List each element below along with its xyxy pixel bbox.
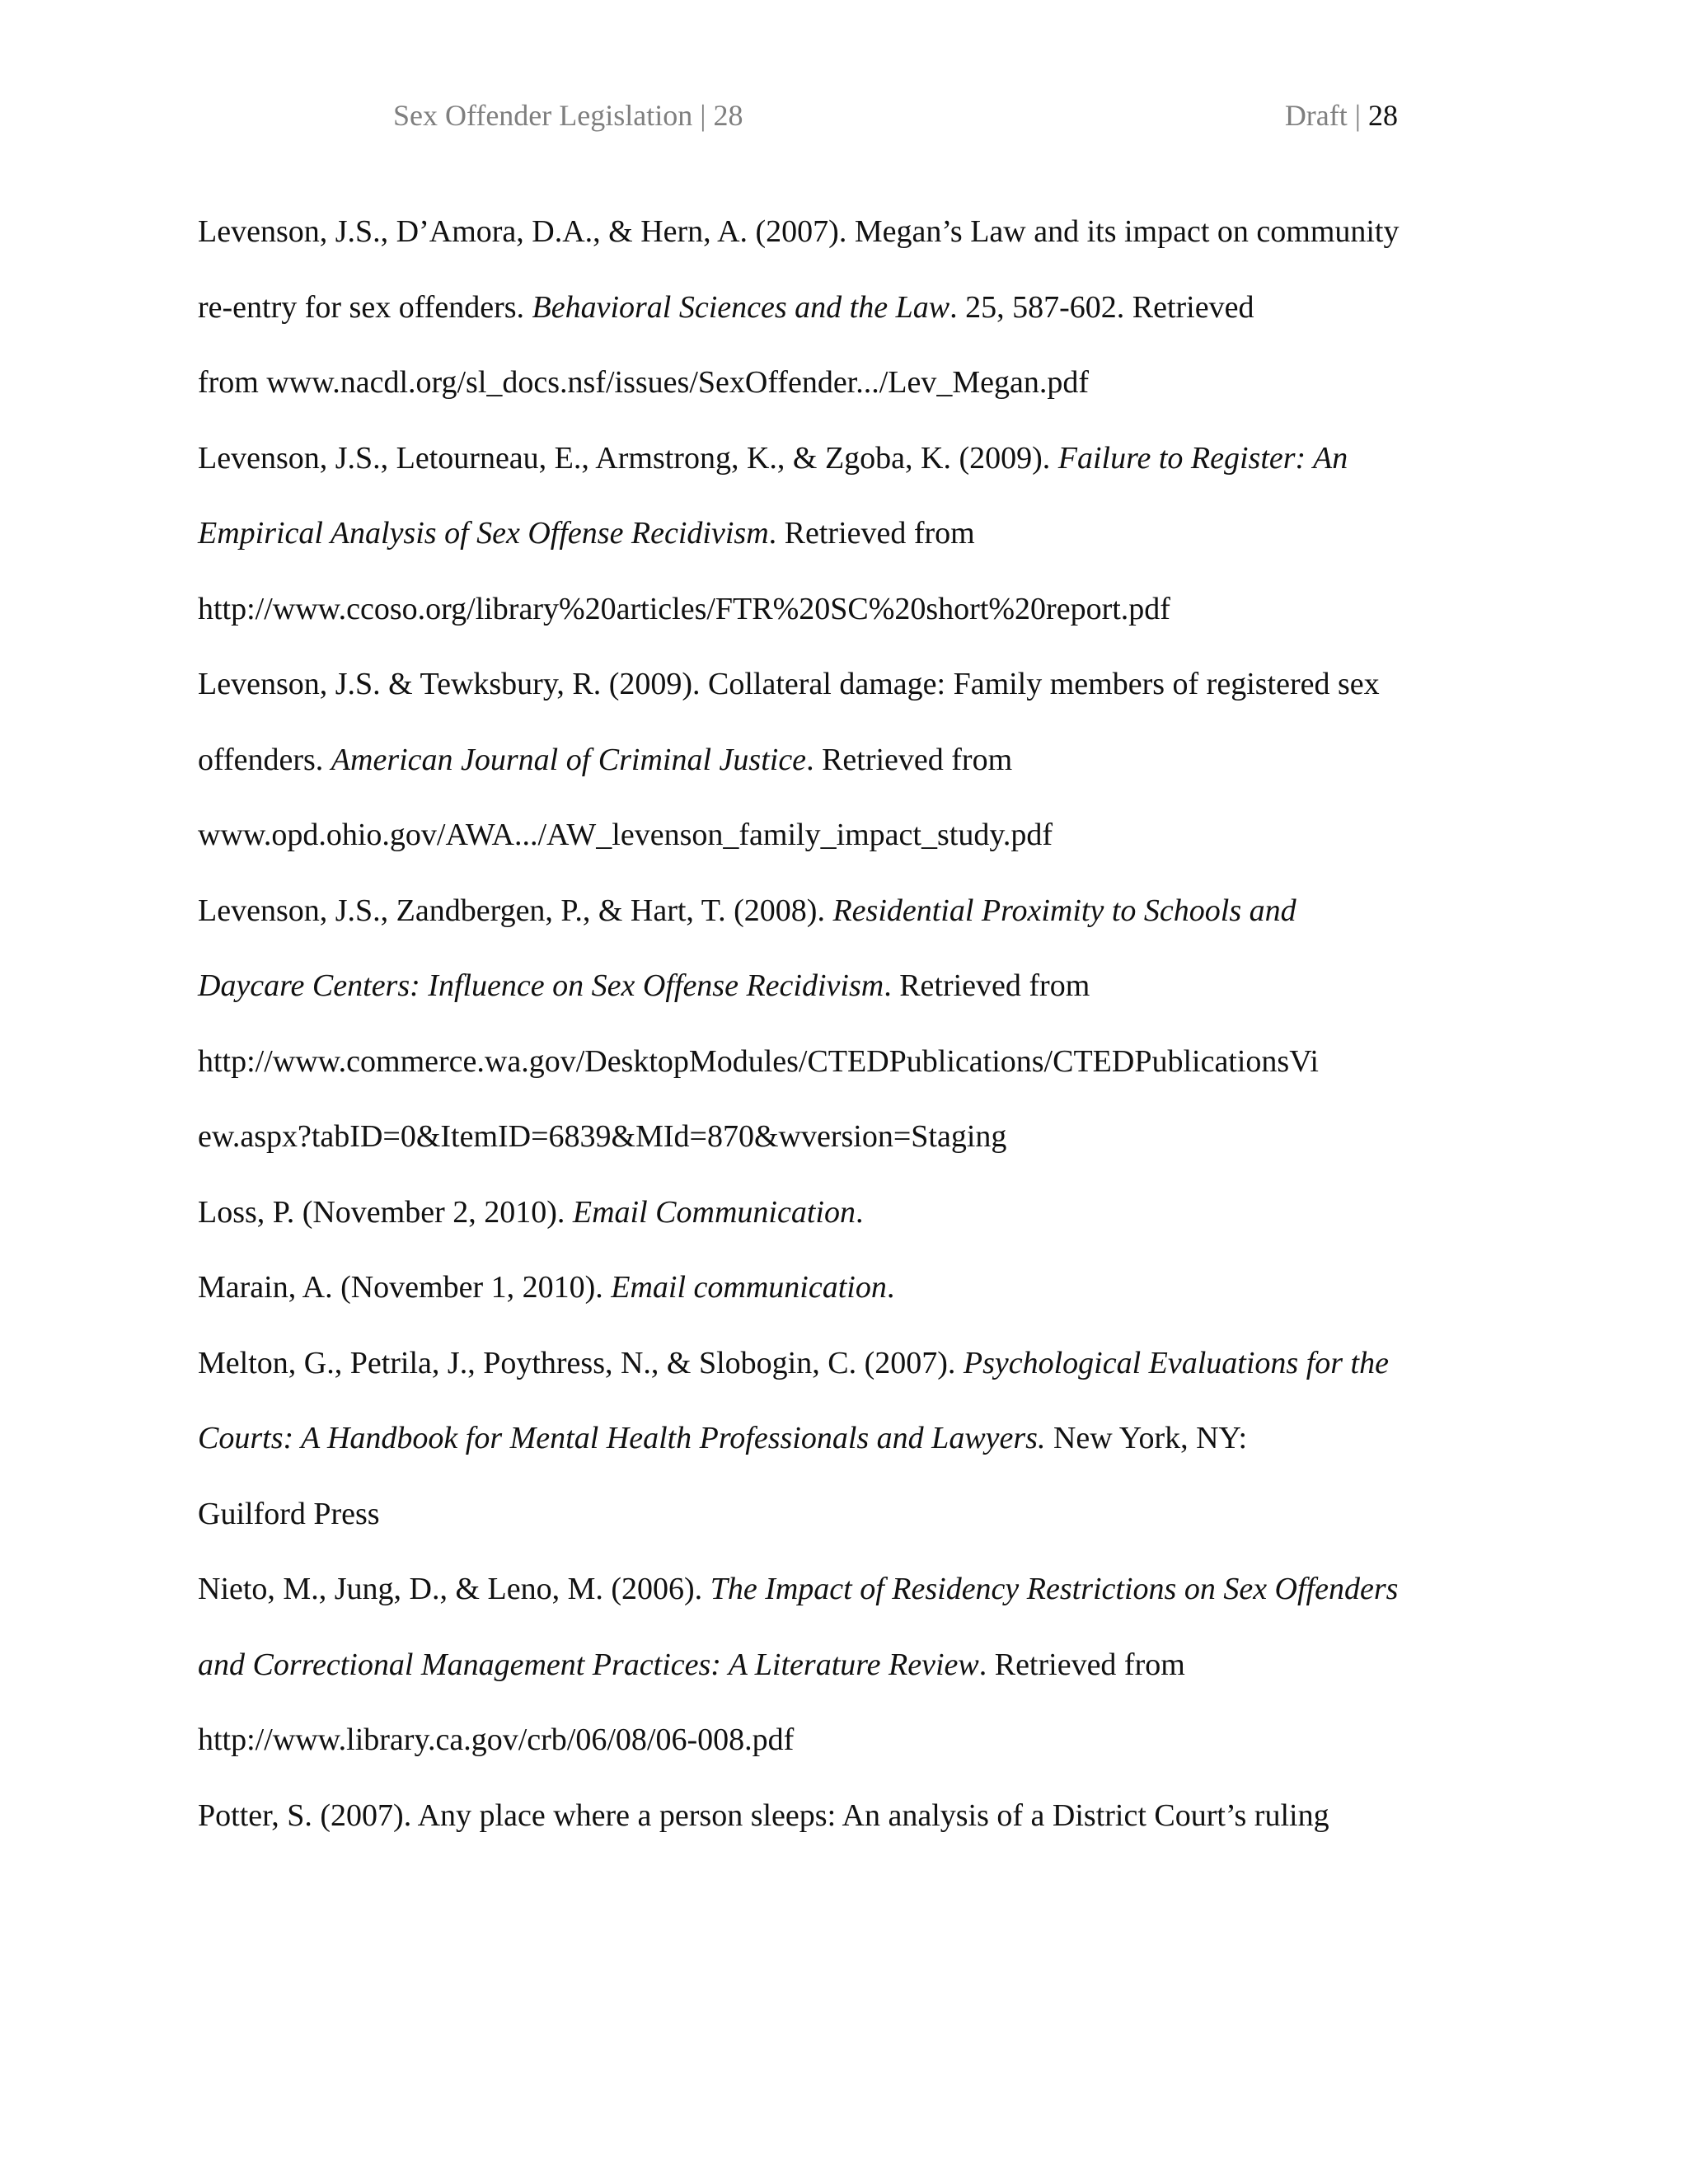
reference-line: [198, 647, 1484, 723]
reference-text: Levenson, J.S., Letourneau, E., Armstrong, K., & Zgoba, K. (2009).: [198, 440, 1058, 476]
running-header-title: Sex Offender Legislation | 28: [393, 99, 743, 132]
reference-text: Potter, S. (2007). Any place where a person sleeps: An analysis of a District Court’s ruling: [198, 1797, 1329, 1833]
reference-entry: [198, 1250, 1484, 1326]
reference-entry: [198, 1175, 1484, 1251]
reference-line: [198, 1024, 1484, 1100]
reference-text: www.opd.ohio.gov/AWA.../AW_levenson_family_impact_study.pdf: [198, 818, 1053, 852]
reference-line: [198, 949, 1484, 1024]
reference-line: [198, 1477, 1484, 1553]
reference-text: . Retrieved from: [884, 968, 1090, 1003]
reference-entry: [198, 647, 1484, 874]
reference-entry: [198, 194, 1484, 421]
reference-italic-text: and Correctional Management Practices: A Literature Review: [198, 1647, 979, 1682]
reference-entry: [198, 1552, 1484, 1779]
reference-line: [198, 1326, 1484, 1402]
reference-text: offenders.: [198, 742, 331, 777]
reference-text: Melton, G., Petrila, J., Poythress, N., & Slobogin, C. (2007).: [198, 1345, 964, 1380]
references-list: [198, 194, 1484, 1854]
reference-italic-text: Daycare Centers: Influence on Sex Offense Recidivism: [198, 968, 884, 1003]
reference-text: Guilford Press: [198, 1496, 380, 1531]
reference-text: Nieto, M., Jung, D., & Leno, M. (2006).: [198, 1572, 710, 1606]
reference-line: [198, 270, 1484, 346]
reference-text: Levenson, J.S., D’Amora, D.A., & Hern, A. (2007). Megan’s Law and its impact on community: [198, 214, 1400, 249]
reference-italic-text: Behavioral Sciences and the Law: [532, 289, 950, 325]
reference-entry: [198, 874, 1484, 1175]
reference-line: [198, 1250, 1484, 1326]
reference-text: Levenson, J.S. & Tewksbury, R. (2009). Collateral damage: Family members of registered sex: [198, 667, 1380, 701]
reference-italic-text: The Impact of Residency Restrictions on Sex Offenders: [710, 1572, 1399, 1606]
reference-italic-text: Email Communication: [572, 1194, 856, 1230]
reference-italic-text: Failure to Register: An: [1057, 440, 1348, 476]
reference-text: from www.nacdl.org/sl_docs.nsf/issues/SexOffender.../Lev_Megan.pdf: [198, 365, 1090, 400]
reference-italic-text: Psychological Evaluations for the: [963, 1345, 1389, 1380]
reference-text: http://www.ccoso.org/library%20articles/FTR%20SC%20short%20report.pdf: [198, 591, 1170, 626]
reference-text: Levenson, J.S., Zandbergen, P., & Hart, T. (2008).: [198, 893, 833, 928]
reference-line: [198, 194, 1484, 270]
reference-line: [198, 572, 1484, 648]
reference-line: [198, 421, 1484, 497]
reference-line: [198, 1552, 1484, 1628]
reference-text: http://www.library.ca.gov/crb/06/08/06-008.pdf: [198, 1722, 795, 1757]
reference-line: [198, 1175, 1484, 1251]
page-number: 28: [1368, 99, 1398, 132]
reference-line: [198, 723, 1484, 799]
reference-line: [198, 1099, 1484, 1175]
reference-text: . Retrieved from: [978, 1647, 1185, 1682]
reference-text: ew.aspx?tabID=0&ItemID=6839&MId=870&wversion=Staging: [198, 1119, 1007, 1154]
reference-line: [198, 1779, 1484, 1854]
reference-text: Loss, P. (November 2, 2010).: [198, 1194, 573, 1230]
draft-label: Draft: [1284, 99, 1348, 132]
reference-line: [198, 1628, 1484, 1704]
reference-italic-text: Empirical Analysis of Sex Offense Recidivism: [198, 516, 769, 551]
reference-italic-text: American Journal of Criminal Justice: [331, 742, 807, 777]
reference-text: . Retrieved from: [806, 742, 1013, 777]
reference-text: . 25, 587-602. Retrieved: [950, 289, 1254, 325]
reference-text: . Retrieved from: [768, 516, 975, 551]
reference-text: .: [855, 1194, 864, 1230]
reference-entry: [198, 421, 1484, 648]
reference-italic-text: Email communication: [611, 1270, 887, 1305]
reference-line: [198, 1401, 1484, 1477]
reference-text: Marain, A. (November 1, 2010).: [198, 1270, 612, 1305]
reference-line: [198, 496, 1484, 572]
reference-text: http://www.commerce.wa.gov/DesktopModules/CTEDPublications/CTEDPublicationsVi: [198, 1043, 1319, 1079]
reference-text: re-entry for sex offenders.: [198, 289, 532, 325]
header-separator: |: [1347, 99, 1368, 132]
reference-italic-text: Courts: A Handbook for Mental Health Professionals and Lawyers.: [198, 1421, 1046, 1455]
reference-entry: [198, 1326, 1484, 1553]
reference-line: [198, 1703, 1484, 1779]
reference-text: New York, NY:: [1045, 1421, 1248, 1455]
reference-italic-text: Residential Proximity to Schools and: [832, 893, 1296, 928]
reference-entry: [198, 1779, 1484, 1854]
reference-line: [198, 345, 1484, 421]
reference-line: [198, 798, 1484, 874]
reference-line: [198, 874, 1484, 949]
reference-text: .: [886, 1270, 895, 1305]
running-header-draft: [1285, 96, 1398, 135]
